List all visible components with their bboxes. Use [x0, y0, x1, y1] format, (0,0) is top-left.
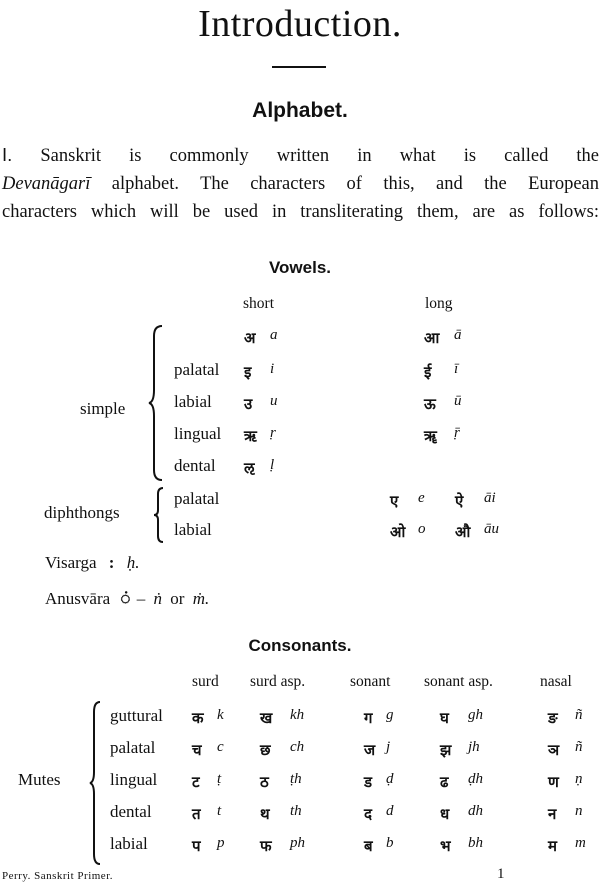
anusvara-or: or — [170, 589, 185, 608]
consonant-translit: j — [386, 739, 391, 755]
consonant-row-label: lingual — [110, 770, 158, 789]
vowel-short-translit: i — [270, 361, 275, 377]
consonant-translit: ñ — [575, 707, 583, 723]
consonant-devanagari: ब — [364, 837, 373, 855]
consonant-translit: ṭh — [290, 771, 302, 787]
group-diphthongs: diphthongs — [44, 503, 120, 522]
section-heading: Alphabet. — [252, 99, 348, 122]
consonant-column-header: sonant asp. — [424, 673, 493, 690]
vowel-short-devanagari: उ — [244, 395, 253, 413]
consonant-translit: ṭ — [217, 771, 222, 787]
consonant-translit: b — [386, 835, 394, 851]
consonant-devanagari: घ — [440, 709, 449, 727]
consonant-translit: d — [386, 803, 394, 819]
para-line-1 — [2, 141, 599, 170]
diphthong-a-devanagari: ए — [390, 492, 399, 510]
visarga-label: Visarga — [45, 553, 97, 572]
consonant-column-header: sonant — [350, 673, 391, 690]
consonant-column-header: nasal — [540, 673, 572, 690]
consonant-translit: ph — [290, 835, 305, 851]
visarga-symbol: : — [108, 553, 115, 572]
page-number: 1 — [497, 866, 505, 882]
col-short: short — [243, 295, 274, 312]
consonant-column-header: surd asp. — [250, 673, 306, 690]
consonant-row-label: labial — [110, 834, 148, 853]
vowel-short-translit: ṛ — [270, 425, 276, 441]
vowel-long-translit: ū — [454, 393, 462, 409]
consonant-translit: g — [386, 707, 394, 723]
consonant-devanagari: प — [192, 837, 201, 855]
consonant-devanagari: ज — [364, 741, 376, 759]
para-line-2 — [2, 170, 599, 198]
diphthong-b-translit: āu — [484, 521, 499, 537]
consonant-devanagari: न — [548, 805, 557, 823]
consonant-devanagari: त — [192, 805, 201, 823]
para-line-1-text: Sanskrit is commonly written in what is called the — [40, 146, 600, 166]
title-rule — [272, 66, 326, 68]
group-simple: simple — [80, 399, 126, 418]
vowel-row-label: lingual — [174, 424, 222, 443]
consonant-devanagari: ग — [364, 709, 373, 727]
para-number: I. — [2, 144, 13, 165]
diphthong-row-label: palatal — [174, 489, 220, 508]
vowel-long-translit: ṝ — [454, 425, 460, 441]
diphthong-a-translit: o — [418, 521, 426, 537]
anusvara-label: Anusvāra — [45, 589, 111, 608]
vowel-row-label: labial — [174, 392, 212, 411]
col-long: long — [425, 295, 453, 312]
consonant-devanagari: क — [192, 709, 204, 727]
vowel-short-devanagari: ऌ — [244, 459, 255, 477]
consonant-devanagari: ख — [260, 709, 273, 727]
consonant-devanagari: म — [548, 837, 557, 855]
diphthong-a-devanagari: ओ — [390, 523, 406, 541]
para-line-2-text: alphabet. The characters of this, and the European — [111, 174, 599, 194]
diphthongs-brace — [153, 486, 167, 544]
para-line-3: characters which will be used in transliterating them, are as follows: — [2, 202, 599, 222]
vowel-short-devanagari: इ — [244, 363, 252, 381]
vowel-long-devanagari: ॠ — [424, 427, 437, 445]
vowel-long-translit: ī — [454, 361, 459, 377]
consonant-translit: p — [217, 835, 225, 851]
vowel-long-devanagari: ऊ — [424, 395, 436, 413]
vowel-short-devanagari: अ — [244, 329, 256, 347]
vowel-long-devanagari: आ — [424, 329, 440, 347]
consonant-devanagari: ड — [364, 773, 373, 791]
consonant-row-label: palatal — [110, 738, 156, 757]
consonant-devanagari: च — [192, 741, 202, 759]
consonant-translit: ḍ — [386, 771, 394, 787]
vowel-row-label: dental — [174, 456, 216, 475]
vowels-heading: Vowels. — [268, 258, 332, 277]
consonants-heading: Consonants. — [248, 636, 352, 655]
consonant-devanagari: द — [364, 805, 372, 823]
consonant-translit: t — [217, 803, 222, 819]
vowel-short-translit: u — [270, 393, 278, 409]
consonant-devanagari: भ — [440, 837, 451, 855]
consonant-devanagari: झ — [440, 741, 452, 759]
consonant-devanagari: ण — [548, 773, 559, 791]
visarga-translit: ḥ. — [126, 553, 140, 572]
consonant-translit: n — [575, 803, 583, 819]
consonant-column-header: surd — [192, 673, 219, 690]
mutes-brace — [89, 700, 103, 868]
intro-paragraph — [2, 141, 599, 226]
consonant-row-label: guttural — [110, 706, 163, 725]
consonant-translit: dh — [468, 803, 483, 819]
consonant-devanagari: ढ — [440, 773, 449, 791]
vowel-short-devanagari: ऋ — [244, 427, 257, 445]
page-title: Introduction. — [198, 3, 402, 45]
consonant-devanagari: ट — [192, 773, 200, 791]
consonant-devanagari: छ — [260, 741, 271, 759]
consonant-devanagari: फ — [260, 837, 272, 855]
diphthong-b-devanagari: औ — [455, 523, 471, 541]
consonant-devanagari: ङ — [548, 709, 558, 727]
consonant-translit: c — [217, 739, 224, 755]
vowel-short-translit: a — [270, 327, 278, 343]
anusvara-translit-1: ṅ — [153, 589, 163, 608]
consonant-translit: k — [217, 707, 224, 723]
consonant-devanagari: ठ — [260, 773, 269, 791]
anusvara-translit-2: ṁ. — [192, 589, 210, 608]
anusvara-line: Anusvāra ं – ṅ or ṁ. — [45, 589, 210, 609]
anusvara-symbol: ं — [120, 589, 131, 609]
visarga-line — [45, 553, 139, 573]
diphthong-a-translit: e — [418, 490, 425, 506]
consonant-translit: ṇ — [575, 771, 583, 787]
consonant-devanagari: ध — [440, 805, 450, 823]
footer-citation: Perry. Sanskrit Primer. — [2, 870, 113, 882]
consonant-translit: m — [575, 835, 586, 851]
vowel-long-devanagari: ई — [424, 363, 432, 381]
group-mutes: Mutes — [18, 770, 61, 789]
consonant-devanagari: ञ — [548, 741, 560, 759]
consonant-translit: ḍh — [468, 771, 483, 787]
vowel-row-label: palatal — [174, 360, 220, 379]
vowel-long-translit: ā — [454, 327, 462, 343]
diphthong-b-translit: āi — [484, 490, 496, 506]
consonant-translit: th — [290, 803, 302, 819]
consonant-translit: jh — [468, 739, 480, 755]
diphthong-b-devanagari: ऐ — [455, 492, 464, 510]
simple-brace — [148, 324, 168, 482]
consonant-row-label: dental — [110, 802, 152, 821]
consonant-translit: gh — [468, 707, 483, 723]
consonant-translit: ñ — [575, 739, 583, 755]
diphthong-row-label: labial — [174, 520, 212, 539]
consonant-devanagari: थ — [260, 805, 270, 823]
consonant-translit: kh — [290, 707, 305, 723]
consonant-translit: ch — [290, 739, 305, 755]
para-devanagari-term: Devanāgarī — [2, 174, 91, 194]
consonant-translit: bh — [468, 835, 483, 851]
vowel-short-translit: ḷ — [270, 457, 275, 473]
